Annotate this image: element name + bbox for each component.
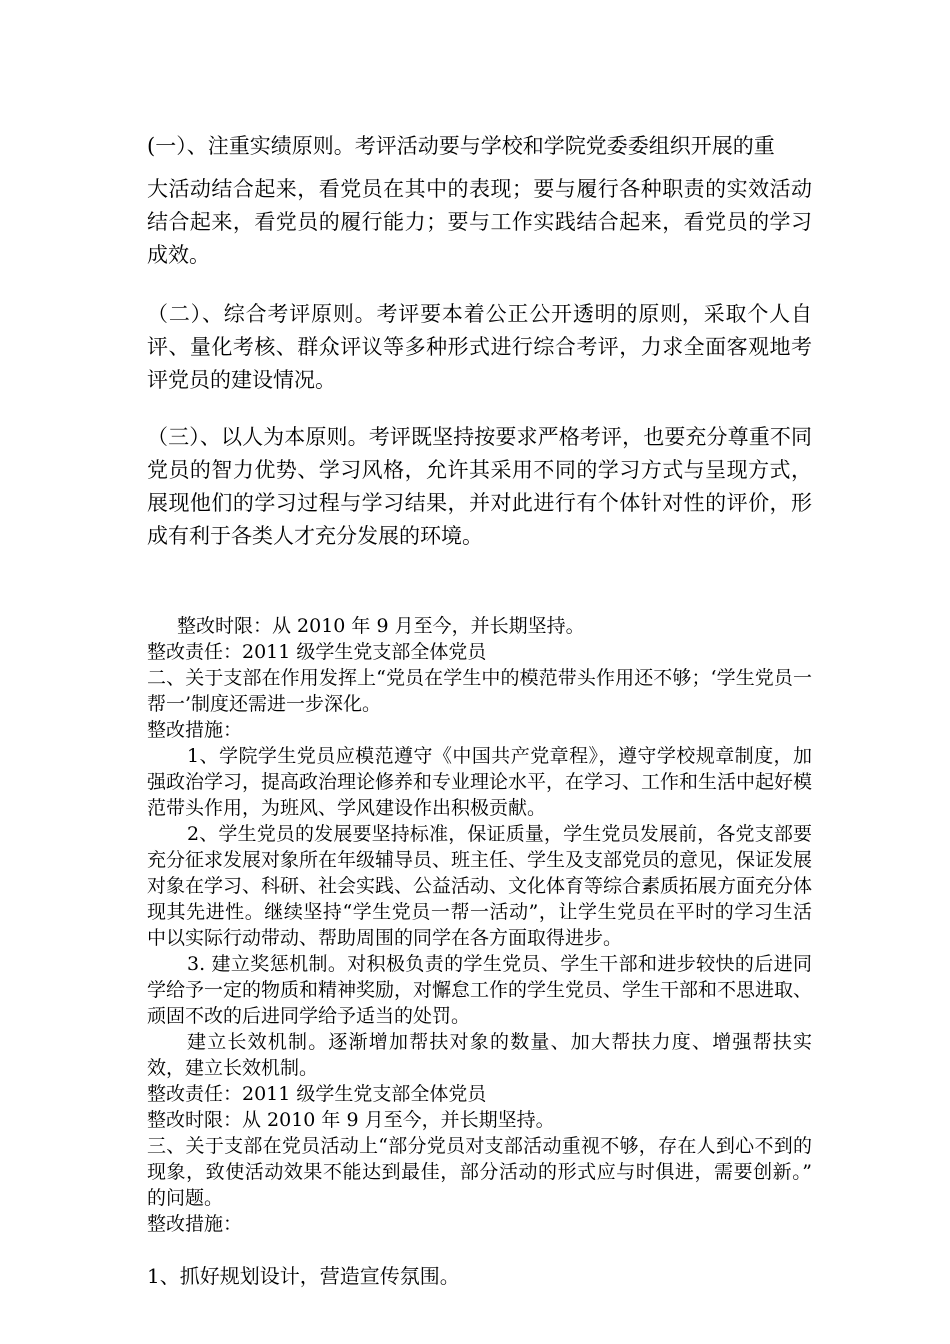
responsible-line-2: 整改责任：2011 级学生党支部全体党员 bbox=[147, 1083, 487, 1105]
responsible-line: 整改责任：2011 级学生党支部全体党员 bbox=[147, 641, 487, 663]
measure-item-1: 1、抓好规划设计，营造宣传氛围。 bbox=[147, 1264, 460, 1288]
deadline-line-2: 整改时限：从 2010 年 9 月至今，并长期坚持。 bbox=[147, 1109, 555, 1131]
measure-4: 建立长效机制。逐渐增加帮扶对象的数量、加大帮扶力度、增强帮扶实效，建立长效机制。 bbox=[147, 1031, 812, 1079]
principle-3: （三）、以人为本原则。考评既坚持按要求严格考评，也要充分尊重不同党员的智力优势、学习风格，允许其采用不同的学习方式与呈现方式，展现他们的学习过程与学习结果，并对此进行有个体针对性的评价，形成有利于各类人才充分发展的环境。 bbox=[147, 425, 812, 548]
measure-1: 1、学院学生党员应模范遵守《中国共产党章程》，遵守学校规章制度，加强政治学习，提高政治理论修养和专业理论水平，在学习、工作和生活中起好模范带头作用，为班风、学风建设作出积极贡献。 bbox=[147, 745, 813, 819]
document-page bbox=[147, 130, 812, 1291]
measures-label: 整改措施： bbox=[147, 719, 243, 741]
measures-label-2: 整改措施： bbox=[147, 1213, 243, 1235]
principle-2: （二）、综合考评原则。考评要本着公正公开透明的原则，采取个人自评、量化考核、群众评议等多种形式进行综合考评，力求全面客观地考评党员的建设情况。 bbox=[147, 302, 812, 392]
measure-2: 2、学生党员的发展要坚持标准，保证质量，学生党员发展前，各党支部要充分征求发展对象所在年级辅导员、班主任、学生及支部党员的意见，保证发展对象在学习、科研、社会实践、公益活动、文化体育等综合素质拓展方面充分体现其先进性。继续坚持“学生党员一帮一活动”，让学生党员在平时的学习生活中以实际行动带动、帮助周围的同学在各方面取得进步。 bbox=[147, 823, 813, 949]
principle-1 bbox=[147, 130, 812, 272]
principle-1-rest: 大活动结合起来，看党员在其中的表现；要与履行各种职责的实效活动结合起来，看党员的履行能力；要与工作实践结合起来，看党员的学习成效。 bbox=[147, 177, 812, 267]
issue-three: 三、关于支部在党员活动上“部分党员对支部活动重视不够，存在人到心不到的现象，致使活动效果不能达到最佳，部分活动的形式应与时俱进，需要创新。” 的问题。 bbox=[147, 1135, 812, 1209]
measure-3: 3. 建立奖惩机制。对积极负责的学生党员、学生干部和进步较快的后进同学给予一定的物质和精神奖励，对懈怠工作的学生党员、学生干部和不思进取、顽固不改的后进同学给予适当的处罚。 bbox=[147, 953, 813, 1027]
deadline-line: 整改时限：从 2010 年 9 月至今，并长期坚持。 bbox=[177, 615, 585, 637]
issue-two: 二、关于支部在作用发挥上“党员在学生中的模范带头作用还不够；‘学生党员一帮一’制度还需进一步深化。 bbox=[147, 667, 812, 715]
principle-1-lead: (一）、注重实绩原则。考评活动要与学校和学院党委委组织开展的重 bbox=[147, 134, 775, 158]
